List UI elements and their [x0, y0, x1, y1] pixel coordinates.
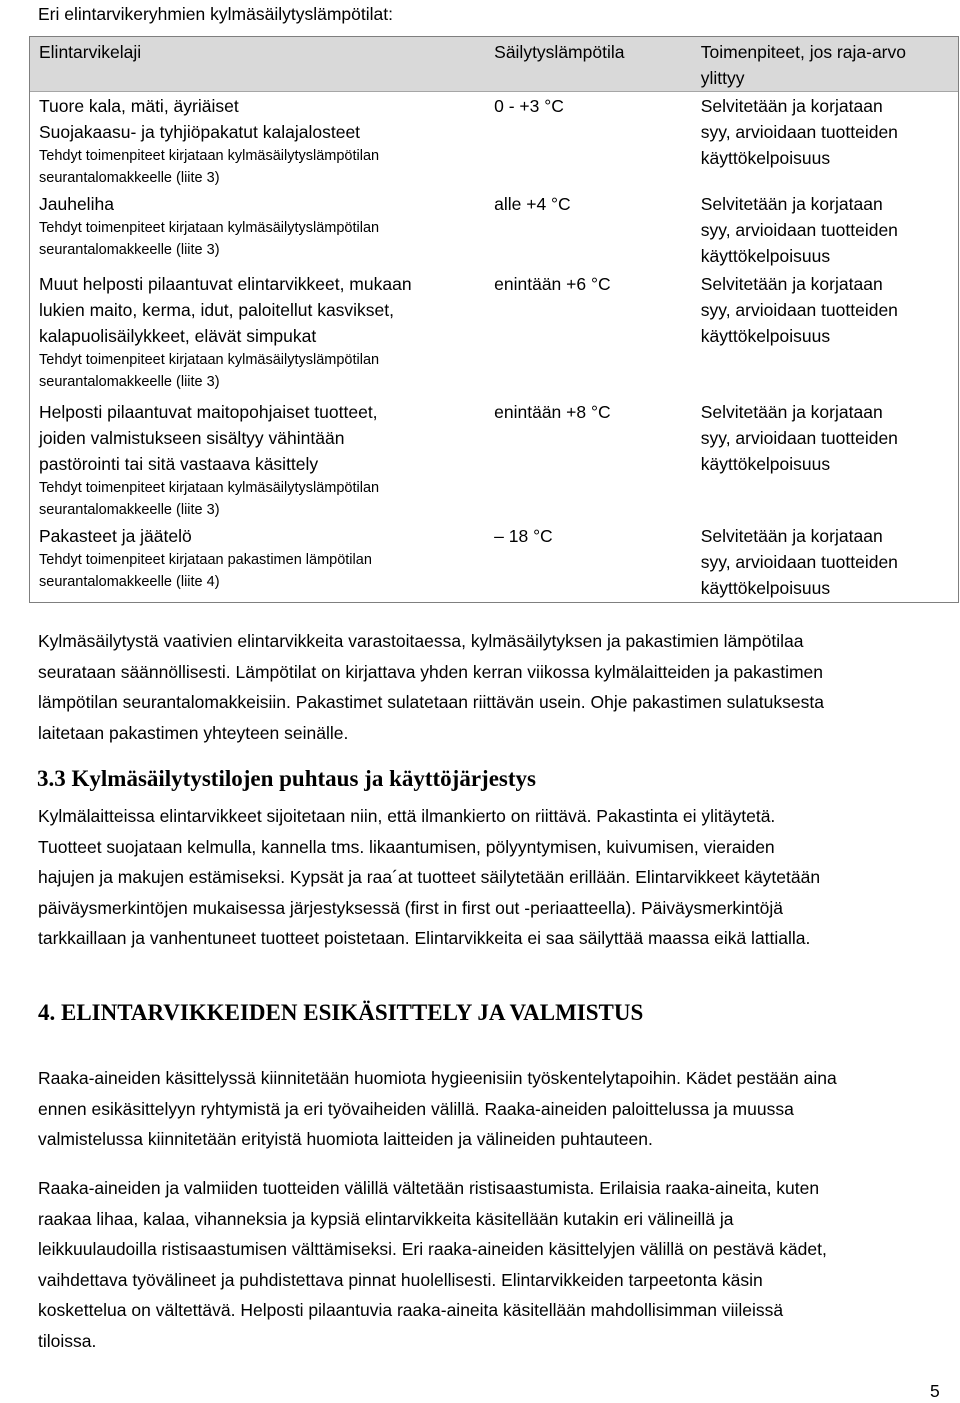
note-line: Tehdyt toimenpiteet kirjataan kylmäsäilytyslämpötilan: [39, 220, 380, 236]
action-line: käyttökelpoisuus: [700, 148, 831, 168]
note-line: seurantalomakkeelle (liite 3): [39, 374, 220, 390]
table-row: [30, 522, 958, 602]
temp-cell: enintään +6 °C: [494, 274, 611, 294]
food-line: Tuore kala, mäti, äyriäiset: [39, 96, 239, 116]
temp-cell: enintään +8 °C: [494, 402, 611, 422]
section-number: 3.3: [37, 766, 66, 791]
food-line: Suojakaasu- ja tyhjiöpakatut kalajalosteet: [39, 122, 361, 142]
action-cell: [692, 92, 958, 191]
food-line: pastörointi tai sitä vastaava käsittely: [39, 454, 319, 474]
note-line: seurantalomakkeelle (liite 3): [39, 242, 220, 258]
page-number: 5: [930, 1381, 940, 1401]
table-caption: Eri elintarvikeryhmien kylmäsäilytyslämpötilat:: [38, 4, 393, 24]
note-line: seurantalomakkeelle (liite 4): [39, 574, 220, 590]
paragraph-line: Kylmäsäilytystä vaativien elintarvikkeita varastoitaessa, kylmäsäilytyksen ja pakastimien lämpötilaa: [38, 631, 804, 651]
food-cell: [30, 270, 485, 398]
note-line: Tehdyt toimenpiteet kirjataan kylmäsäilytyslämpötilan: [39, 352, 380, 368]
food-cell: [30, 190, 485, 270]
section-heading-4: 4. ELINTARVIKKEIDEN ESIKÄSITTELY JA VALMISTUS: [38, 1000, 644, 1025]
action-cell: [692, 398, 958, 522]
action-line: Selvitetään ja korjataan: [700, 526, 883, 546]
action-line: käyttökelpoisuus: [700, 326, 831, 346]
food-line: joiden valmistukseen sisältyy vähintään: [39, 428, 345, 448]
food-line: Muut helposti pilaantuvat elintarvikkeet, mukaan: [39, 274, 412, 294]
note-line: Tehdyt toimenpiteet kirjataan kylmäsäilytyslämpötilan: [39, 148, 380, 164]
paragraph-line: seurataan säännöllisesti. Lämpötilat on kirjattava yhden kerran viikossa kylmälaitteiden ja pakastimen: [38, 661, 823, 682]
storage-paragraph: [38, 626, 938, 748]
cleanliness-paragraph: [38, 801, 938, 954]
food-line: Pakasteet ja jäätelö: [39, 526, 192, 546]
paragraph-line: Raaka-aineiden käsittelyssä kiinnitetään huomiota hygieenisiin työskentelytapoihin. Kädet pestään aina: [38, 1068, 837, 1088]
hygiene-paragraph: [38, 1063, 938, 1155]
header-food-type: Elintarvikelaji: [30, 37, 485, 92]
table-row: [30, 190, 958, 270]
action-line: syy, arvioidaan tuotteiden: [700, 300, 898, 320]
section-title: Kylmäsäilytystilojen puhtaus ja käyttöjärjestys: [71, 766, 536, 791]
action-line: Selvitetään ja korjataan: [700, 194, 883, 214]
note-line: Tehdyt toimenpiteet kirjataan kylmäsäilytyslämpötilan: [39, 480, 380, 496]
table-row: [30, 92, 958, 191]
section-heading-3-3: [37, 766, 536, 792]
paragraph-line: päiväysmerkintöjen mukaisessa järjestyksessä (first in first out -periaatteella). Päiväysmerkintöjä: [38, 897, 783, 918]
temp-cell: – 18 °C: [494, 526, 553, 546]
paragraph-line: vaihdettava työvälineet ja puhdistettava pinnat huolellisesti. Elintarvikkeiden tarpeetonta käsin: [38, 1269, 763, 1290]
cross-contamination-paragraph: [38, 1173, 938, 1356]
paragraph-line: raakaa lihaa, kalaa, vihanneksia ja kypsiä elintarvikkeita käsitellään kutakin eri välineillä ja: [38, 1208, 734, 1229]
paragraph-line: Raaka-aineiden ja valmiiden tuotteiden välillä vältetään ristisaastumista. Erilaisia raaka-aineita, kuten: [38, 1178, 820, 1198]
action-line: syy, arvioidaan tuotteiden: [700, 428, 898, 448]
food-cell: [30, 522, 485, 602]
table-row: [30, 398, 958, 522]
paragraph-line: tiloissa.: [38, 1330, 97, 1351]
paragraph-line: laitetaan pakastimen yhteyteen seinälle.: [38, 722, 349, 743]
action-line: Selvitetään ja korjataan: [700, 402, 883, 422]
paragraph-line: Kylmälaitteissa elintarvikkeet sijoitetaan niin, että ilmankierto on riittävä. Pakastinta ei ylitäytetä.: [38, 806, 776, 826]
paragraph-line: koskettelua on vältettävä. Helposti pilaantuvia raaka-aineita käsitellään mahdollisimman viileissä: [38, 1300, 784, 1320]
action-line: syy, arvioidaan tuotteiden: [700, 220, 898, 240]
action-line: käyttökelpoisuus: [700, 454, 831, 474]
paragraph-line: hajujen ja makujen estämiseksi. Kypsät ja raa´at tuotteet säilytetään erillään. Elintarvikkeet käytetään: [38, 867, 821, 887]
storage-temperature-table: [30, 37, 958, 602]
food-line: Helposti pilaantuvat maitopohjaiset tuotteet,: [39, 402, 378, 422]
paragraph-line: tarkkaillaan ja vanhentuneet tuotteet poistetaan. Elintarvikkeita ei saa säilyttää maassa eikä lattialla.: [38, 928, 811, 948]
action-line: Selvitetään ja korjataan: [700, 96, 883, 116]
action-cell: [692, 270, 958, 398]
action-cell: [692, 522, 958, 602]
paragraph-line: leikkuulaudoilla ristisaastumisen välttämiseksi. Eri raaka-aineiden käsittelyjen välillä on pestävä kädet,: [38, 1239, 827, 1259]
paragraph-line: ennen esikäsittelyyn ryhtymistä ja eri työvaiheiden välillä. Raaka-aineiden paloittelussa ja muussa: [38, 1098, 794, 1119]
paragraph-line: lämpötilan seurantalomakkeisiin. Pakastimet sulatetaan riittävän usein. Ohje pakastimen sulatuksesta: [38, 692, 824, 712]
note-line: seurantalomakkeelle (liite 3): [39, 502, 220, 518]
action-cell: [692, 190, 958, 270]
table-row: [30, 270, 958, 398]
food-line: Jauheliha: [39, 194, 114, 214]
food-cell: [30, 92, 485, 191]
header-actions: Toimenpiteet, jos raja-arvo ylittyy: [692, 37, 958, 92]
action-line: syy, arvioidaan tuotteiden: [700, 552, 898, 572]
note-line: Tehdyt toimenpiteet kirjataan pakastimen lämpötilan: [39, 552, 372, 568]
temp-cell: 0 - +3 °C: [494, 96, 564, 116]
food-cell: [30, 398, 485, 522]
food-line: lukien maito, kerma, idut, paloitellut kasvikset,: [39, 300, 395, 320]
action-line: käyttökelpoisuus: [700, 578, 831, 598]
action-line: syy, arvioidaan tuotteiden: [700, 122, 898, 142]
table-header-row: [30, 37, 958, 92]
note-line: seurantalomakkeelle (liite 3): [39, 170, 220, 186]
paragraph-line: Tuotteet suojataan kelmulla, kannella tms. likaantumisen, pölyyntymisen, kuivumisen, vieraiden: [38, 836, 775, 857]
action-line: Selvitetään ja korjataan: [700, 274, 883, 294]
action-line: käyttökelpoisuus: [700, 246, 831, 266]
header-storage-temp: Säilytyslämpötila: [485, 37, 692, 92]
temp-cell: alle +4 °C: [494, 194, 571, 214]
paragraph-line: valmistelussa kiinnitetään erityistä huomiota laitteiden ja välineiden puhtauteen.: [38, 1129, 653, 1149]
food-line: kalapuolisäilykkeet, elävät simpukat: [39, 326, 317, 346]
